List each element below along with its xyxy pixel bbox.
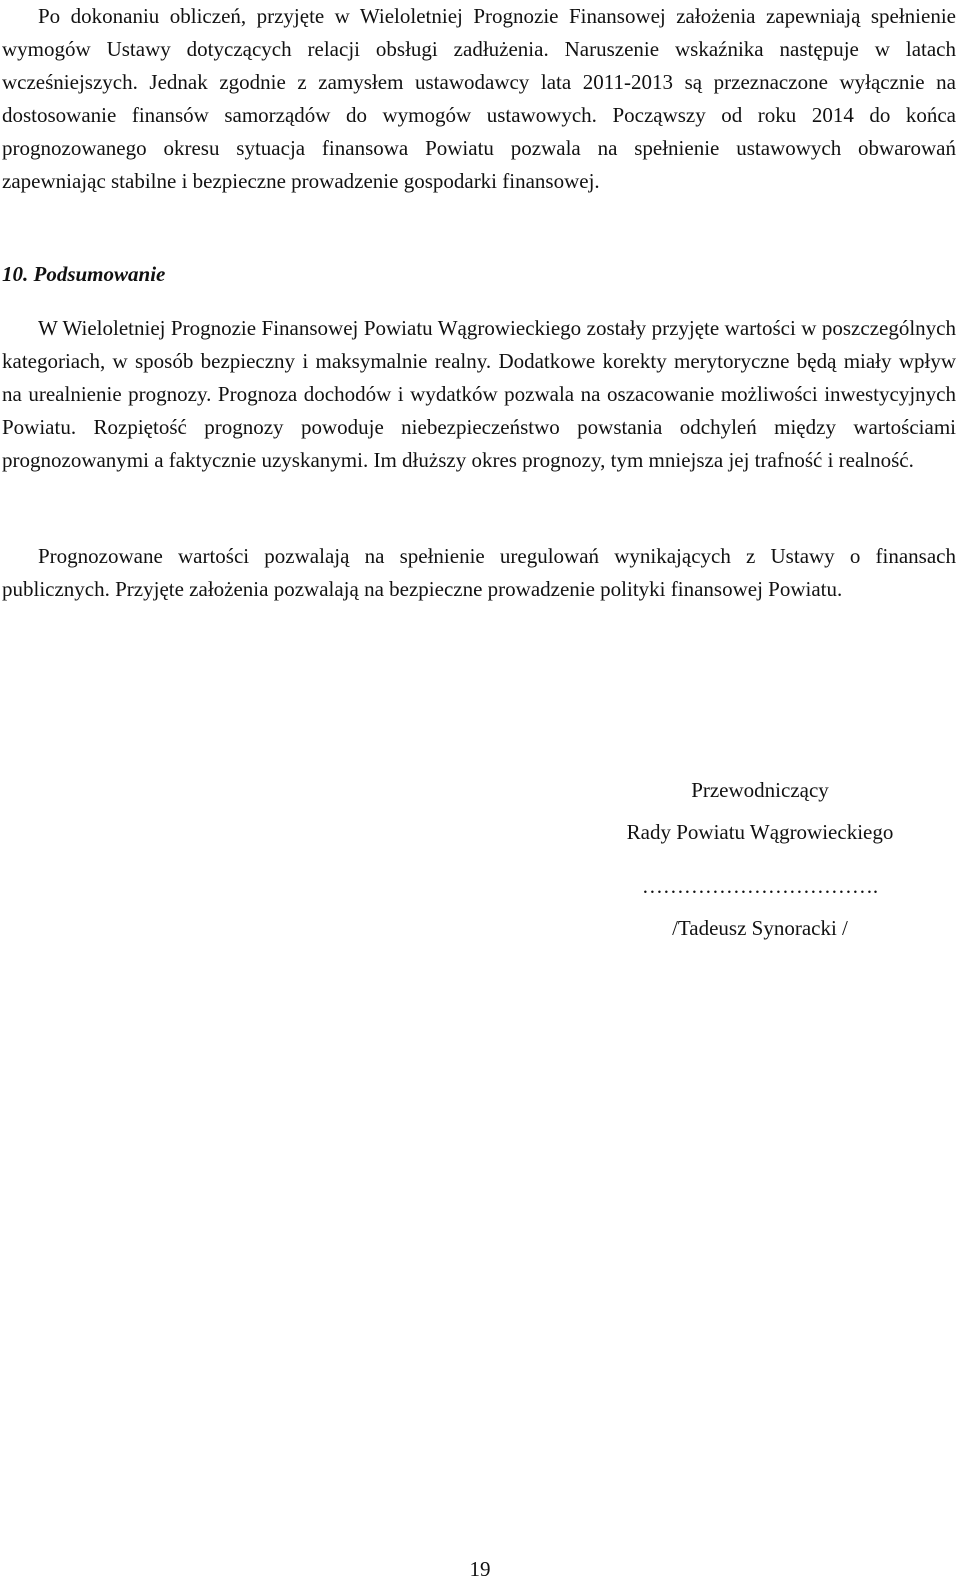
section-heading: 10. Podsumowanie — [2, 262, 166, 286]
summary-paragraph-2: Prognozowane wartości pozwalają na spełnienie uregulowań wynikających z Ustawy o finansach publicznych. Przyjęte założenia pozwalają na bezpieczne prowadzenie polityki finansowej Powiatu. — [2, 544, 956, 601]
signatory-name: /Tadeusz Synoracki / — [672, 916, 848, 940]
signature-title: Przewodniczący — [691, 778, 829, 802]
intro-paragraph: Po dokonaniu obliczeń, przyjęte w Wieloletniej Prognozie Finansowej założenia zapewniają spełnienie wymogów Ustawy dotyczących relacji obsługi zadłużenia. Naruszenie wskaźnika następuje w latach wcześniejszych. Jednak zgodnie z zamysłem ustawodawcy lata 2011-2013 są przeznaczone wyłącznie na dostosowanie finansów samorządów do wymogów ustawowych. Począwszy od roku 2014 do końca prognozowanego okresu sytuacja finansowa Powiatu pozwala na spełnienie ustawowych obwarowań zapewniając stabilne i bezpieczne prowadzenie gospodarki finansowej. — [2, 4, 956, 193]
signature-line: ……………………………. — [641, 874, 879, 898]
page-number: 19 — [469, 1557, 491, 1581]
summary-paragraph: W Wieloletniej Prognozie Finansowej Powiatu Wągrowieckiego zostały przyjęte wartości w poszczególnych kategoriach, w sposób bezpieczny i maksymalnie realny. Dodatkowe korekty merytoryczne będą miały wpływ na urealnienie prognozy. Prognoza dochodów i wydatków pozwala na oszacowanie możliwości inwestycyjnych Powiatu. Rozpiętość prognozy powoduje niebezpieczeństwo powstania odchyleń między wartościami prognozowanymi a faktycznie uzyskanymi. Im dłuższy okres prognozy, tym mniejsza jej trafność i realność. — [2, 316, 956, 472]
signature-organization: Rady Powiatu Wągrowieckiego — [626, 820, 894, 844]
